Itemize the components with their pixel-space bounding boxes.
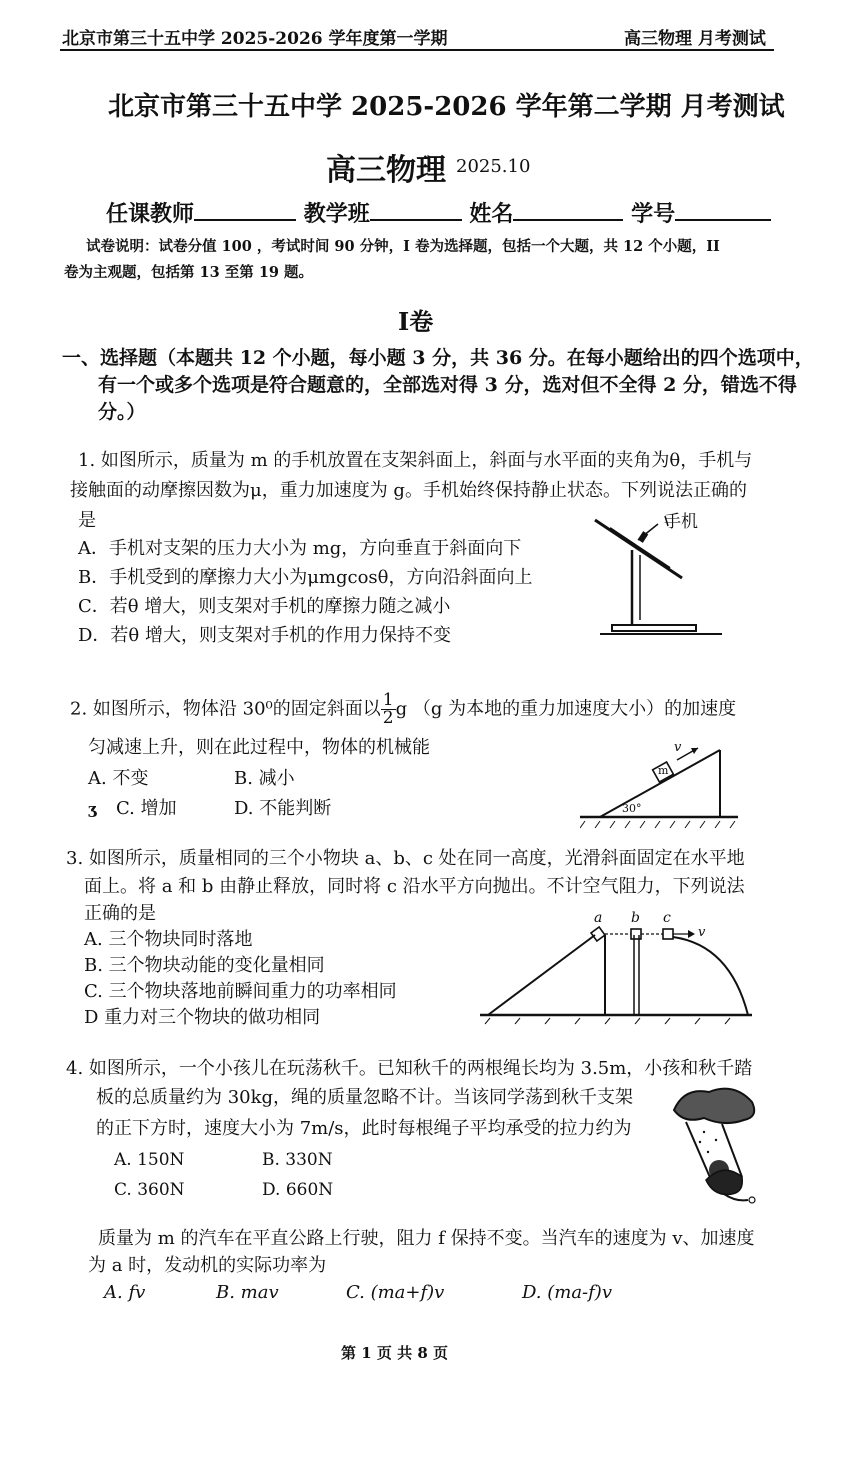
section-intro-3: 分。）	[98, 401, 146, 423]
q4-line-1: 4. 如图所示，一个小孩儿在玩荡秋千。已知秋千的两根绳长均为 3.5m，小孩和秋千踏	[66, 1058, 753, 1079]
q4-option-a[interactable]: A. 150N	[114, 1150, 185, 1170]
info-row	[106, 197, 771, 228]
q5-option-c[interactable]: C. (ma+f)v	[346, 1282, 445, 1303]
q5-option-b[interactable]: B. mav	[216, 1282, 279, 1303]
q2-option-b[interactable]: B. 减小	[234, 768, 295, 789]
q2-option-d[interactable]: D. 不能判断	[234, 798, 332, 819]
q2-line-1-post: g （g 为本地的重力加速度大小）的加速度	[395, 698, 737, 720]
q4-line-3: 的正下方时，速度大小为 7m/s，此时每根绳子平均承受的拉力约为	[96, 1118, 632, 1139]
q3-blocks-figure	[480, 905, 755, 1025]
q3-fig-a: a	[594, 910, 603, 926]
q3-option-a[interactable]: A. 三个物块同时落地	[84, 929, 253, 950]
instructions-line-1: 试卷说明：试卷分值 100 ，考试时间 90 分钟，I 卷为选择题，包括一个大题，共 12 个小题，II	[86, 238, 720, 255]
instructions-line-2: 卷为主观题，包括第 13 至第 19 题。	[64, 264, 314, 281]
q4-line-2: 板的总质量约为 30kg，绳的质量忽略不计。当该同学荡到秋千支架	[96, 1087, 634, 1108]
header-rule	[60, 49, 774, 51]
section-intro-1: 一、选择题（本题共 12 个小题，每小题 3 分，共 36 分。在每小题给出的四个选项中，	[62, 347, 814, 369]
exam-date: 2025.10	[456, 156, 531, 177]
q3-line-2: 面上。将 a 和 b 由静止释放，同时将 c 沿水平方向抛出。不计空气阻力，下列说法	[84, 876, 745, 897]
q2-line-2: 匀减速上升，则在此过程中，物体的机械能	[88, 737, 430, 758]
q4-option-b[interactable]: B. 330N	[262, 1150, 333, 1170]
q2-line-1-pre: 2. 如图所示，物体沿 30⁰的固定斜面以	[70, 698, 381, 720]
q2-option-c[interactable]: C. 增加	[116, 798, 177, 819]
q2-fig-v: v	[674, 740, 682, 755]
q1-phone-stand-figure	[590, 510, 730, 640]
name-blank[interactable]	[513, 201, 623, 221]
q3-option-d[interactable]: D 重力对三个物块的做功相同	[84, 1007, 321, 1028]
q1-line-3: 是	[78, 510, 96, 531]
q3-line-3: 正确的是	[84, 903, 156, 924]
q1-line-1: 1. 如图所示，质量为 m 的手机放置在支架斜面上，斜面与水平面的夹角为θ，手机与	[78, 450, 753, 471]
q3-line-1: 3. 如图所示，质量相同的三个小物块 a、b、c 处在同一高度，光滑斜面固定在水平地	[66, 848, 745, 869]
teacher-label: 任课教师	[106, 201, 195, 227]
number-blank[interactable]	[675, 201, 771, 221]
class-label: 教学班	[303, 201, 370, 227]
header-left: 北京市第三十五中学 2025-2026 学年度第一学期	[62, 29, 448, 49]
q2-fraction-denominator: 2	[382, 708, 394, 728]
q3-option-b[interactable]: B. 三个物块动能的变化量相同	[84, 955, 325, 976]
q2-line-1	[70, 692, 736, 727]
q3-option-c[interactable]: C. 三个物块落地前瞬间重力的功率相同	[84, 981, 397, 1002]
header-right: 高三物理 月考测试	[624, 29, 766, 49]
page-footer: 第 1 页 共 8 页	[341, 1344, 448, 1362]
q2-incline-figure	[580, 735, 740, 830]
q1-option-b[interactable]: B．手机受到的摩擦力大小为μmgcosθ，方向沿斜面向上	[78, 567, 533, 588]
q1-option-c[interactable]: C．若θ 增大，则支架对手机的摩擦力随之减小	[78, 596, 451, 617]
q5-option-d[interactable]: D. (ma-f)v	[522, 1282, 612, 1303]
q2-option-a[interactable]: A. 不变	[88, 768, 149, 789]
q1-option-d[interactable]: D．若θ 增大，则支架对手机的作用力保持不变	[78, 625, 451, 646]
subject-title: 高三物理	[326, 153, 446, 188]
q4-swing-figure	[664, 1082, 764, 1212]
q4-option-d[interactable]: D. 660N	[262, 1180, 334, 1200]
q2-fig-m: m	[658, 764, 669, 777]
q5-line-1: 质量为 m 的汽车在平直公路上行驶，阻力 f 保持不变。当汽车的速度为 v、加速度	[98, 1228, 755, 1249]
q5-option-a[interactable]: A. fv	[104, 1282, 146, 1303]
q3-fig-b: b	[631, 910, 640, 926]
volume-label: I卷	[398, 307, 434, 336]
teacher-blank[interactable]	[194, 201, 296, 221]
q1-option-a[interactable]: A．手机对支架的压力大小为 mg，方向垂直于斜面向下	[78, 538, 522, 559]
q5-line-2: 为 a 时，发动机的实际功率为	[88, 1255, 327, 1276]
name-label: 姓名	[469, 201, 514, 227]
q1-line-2: 接触面的动摩擦因数为μ，重力加速度为 g。手机始终保持静止状态。下列说法正确的	[70, 480, 747, 501]
q1-figure-label: 手机	[664, 512, 698, 532]
q2-answer-mark: ʒ	[88, 800, 97, 818]
section-intro-2: 有一个或多个选项是符合题意的，全部选对得 3 分，选对但不全得 2 分，错选不得	[98, 374, 797, 396]
q3-fig-v: v	[698, 925, 706, 940]
q2-fraction	[381, 692, 396, 727]
q3-fig-c: c	[663, 910, 671, 926]
number-label: 学号	[631, 201, 676, 227]
q4-option-c[interactable]: C. 360N	[114, 1180, 185, 1200]
class-blank[interactable]	[370, 201, 462, 221]
q2-fraction-numerator: 1	[382, 690, 394, 710]
q2-fig-angle: 30°	[622, 802, 642, 815]
exam-title: 北京市第三十五中学 2025-2026 学年第二学期 月考测试	[108, 92, 785, 122]
